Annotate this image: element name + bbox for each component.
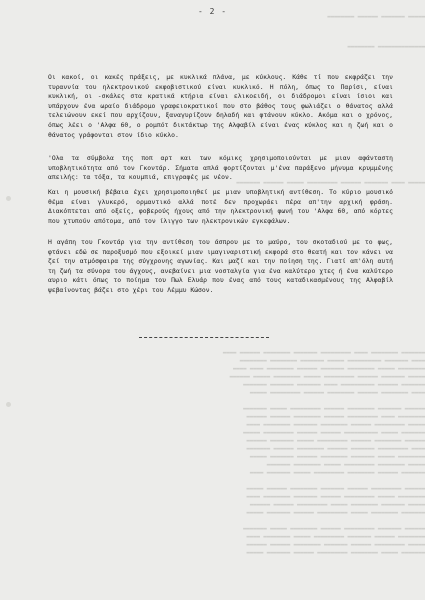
bleed-through-text: ▬▬▬▬▬▬▬▬ ▬▬▬▬ ▬▬▬▬▬▬▬▬▬ ▬▬▬▬▬▬ ▬▬▬▬▬▬▬▬ ▬▬▬▬▬▬ ▬▬▬▬▬▬ [246,414,425,420]
bleed-through-text: ▬▬▬▬▬▬▬ ▬▬▬▬▬ ▬▬▬▬▬▬▬▬▬▬ ▬▬▬▬▬▬ ▬▬▬▬▬▬ ▬▬▬▬▬▬▬▬▬ ▬▬▬▬▬ [243,430,425,436]
page-number: - 2 - [197,7,228,16]
bleed-through-text: ▬▬▬▬▬▬▬ ▬▬▬▬▬▬▬▬ ▬▬▬▬ ▬▬▬▬▬▬▬▬▬ ▬▬▬▬▬▬▬ ▬▬▬▬▬▬▬▬ ▬▬▬▬▬▬ ▬▬▬▬ [222,350,425,356]
bleed-through-text: ▬▬▬▬▬▬▬▬ ▬▬▬▬▬▬ ▬▬▬▬▬▬▬ ▬▬▬▬▬▬▬▬▬ ▬▬▬▬▬ ▬▬▬▬▬▬▬▬ ▬▬▬▬ [246,534,425,540]
bleed-through-text: ▬▬▬▬▬▬▬▬ ▬▬▬▬▬ ▬▬▬▬▬▬▬▬ ▬▬▬▬▬▬▬ ▬▬▬▬▬▬ ▬▬▬▬▬▬▬▬ ▬▬▬▬ ▬▬▬▬ [233,366,425,372]
punch-hole [6,402,11,407]
paragraph-2 [48,154,393,183]
bleed-through-text: ▬▬▬▬▬▬▬ ▬▬▬▬▬▬ ▬▬▬▬▬▬▬▬▬▬ ▬▬▬▬ ▬▬▬▬▬▬▬ ▬▬▬▬▬▬▬ ▬▬▬▬▬▬▬ [243,382,425,388]
paragraph-text: Οι κακοί, οι κακές πράξεις, με κυκλικά πλάνα, με κύκλους. Κάθε τί που εκφράζει την τυραννία του ηλεκτρονικού εκφοβιστικού είναι κυκλικό. Η πόλη, όπως το Παρίσι, είναι κυκλική, οι ‐σκάλες στα κρατικά κτήρια είναι ελικοειδή, οι διάδρομοι είναι ίσιοι και υπάρχουν ένα ωραίο διάδρομο γραφειοκρατικοί που στο βάθος τους φωλιάζει ο θάνατος αλλά τελειώνουν εκεί που αρχίζουν, ξαναγυρίζουν δηλαδή και φτάνουν κύκλο. Ακόμα και ο χρόνος, όπως λέει ο 'Αλφα 60, ο ρομπότ δικτάκτωρ της Αλφαβίλ είναι ένας κύκλος και η ζωή και ο θάνατος γράφονται στον ίδιο κύκλο. [48,73,393,139]
bleed-through-text: ▬▬▬▬ ▬▬▬▬▬▬▬ ▬▬▬▬▬▬▬▬▬▬ ▬▬▬▬▬ ▬▬▬▬▬▬▬ ▬▬▬▬▬▬▬▬ ▬▬▬▬▬▬▬▬ [239,358,425,364]
paragraph-text: 'Ολα τα σύμβολα της ποπ αρτ και των κόμικς χρησιμοποιούνται με μιαν αφάνταστη υποβλητικότητα από τον Γκοντάρ. Σήματα απλά φορτίζονται μ'ένα παράξενο μήνυμα κρυμμένης απειλής: τα τόξα, τα κουμπιά, επιγραφές με νέον. [48,154,393,182]
bleed-through-text: ▬▬▬▬▬▬▬▬ ▬▬▬▬▬ ▬▬▬▬▬▬▬▬▬ ▬▬▬▬▬▬ ▬▬▬▬▬▬▬ ▬▬▬▬▬▬▬▬ ▬▬▬▬ [246,494,425,500]
bleed-through-text: ▬▬▬▬▬▬▬▬▬▬▬▬▬▬ ▬▬▬▬▬▬▬▬ [347,44,425,50]
punch-hole [6,196,11,201]
bleed-through-text: ▬▬▬▬▬▬▬ ▬▬▬▬▬▬▬▬ ▬▬▬▬▬ ▬▬▬▬▬▬▬▬▬ ▬▬▬▬▬▬ ▬▬▬▬▬▬▬ ▬▬▬▬▬ [246,510,425,516]
paragraph-text: Και η μουσική βέβαια έχει χρησιμοποιηθεί με μιαν υποβλητική αντίθεση. Το κύριο μουσικό θέμα είναι γλυκερό, ορμαντικό αλλά ποτέ δεν προχωράει πέρα απ'την αρχική φράση. Διακόπτεται από οξείς, φοβερούς ήχους από την ηλεκτρονική φωνή του 'Αλφα 60, από κόρτες που χτυπούν απότομα, από τον ίλιγγο των ηλεκτρονικών εγκεφάλων. [48,188,393,225]
bleed-through-text: ▬▬▬▬▬ ▬▬▬▬▬▬▬ ▬▬▬▬▬▬▬▬ ▬▬▬▬▬ ▬▬▬▬▬▬▬▬▬ ▬▬▬▬▬▬ ▬▬▬▬▬▬ [249,502,425,508]
bleed-through-text: ▬▬▬▬▬ ▬▬▬▬▬▬▬▬ ▬▬▬▬▬▬▬▬▬ ▬▬▬▬▬ ▬▬▬▬▬▬▬▬ ▬▬▬▬▬▬▬ [266,462,425,468]
bleed-through-text: ▬▬▬▬▬ ▬▬▬▬▬▬▬▬▬ ▬▬▬▬▬▬ ▬▬▬▬▬▬▬ ▬▬▬▬▬▬▬▬ ▬▬▬▬▬▬ ▬▬▬▬▬▬ [246,542,425,548]
bleed-through-text: ▬▬▬▬▬ ▬▬▬▬ ▬▬▬▬▬▬▬ ▬▬▬▬▬▬ ▬▬▬▬▬▬▬▬▬ ▬▬▬▬▬ ▬▬▬▬▬▬ ▬▬▬▬▬▬▬ [236,180,425,186]
paragraph-1 [48,73,393,140]
bleed-through-text: ▬▬▬▬▬▬ ▬▬▬▬▬▬▬ ▬▬▬▬▬▬▬▬▬ ▬▬▬▬▬▬ ▬▬▬▬▬▬▬▬ ▬▬▬▬▬ ▬▬▬▬▬▬▬ [243,526,425,532]
bleed-through-text: ▬▬▬▬▬▬ ▬▬▬▬▬▬▬▬▬ ▬▬▬▬▬▬ ▬▬▬▬▬▬▬ ▬▬▬▬▬▬▬▬ ▬▬▬▬▬▬ ▬▬▬▬▬ [246,486,425,492]
paragraph-4 [48,238,393,296]
paragraph-3 [48,188,393,226]
bleed-through-text: ▬▬▬▬▬▬▬ ▬▬▬▬▬▬ ▬▬▬▬▬▬▬▬ ▬▬▬▬▬▬▬▬▬ ▬▬▬▬▬ ▬▬▬▬▬▬▬ ▬▬▬▬ [249,470,425,476]
bleed-through-text: ▬▬▬▬▬▬ ▬▬▬▬▬▬▬▬ ▬▬▬▬▬▬ ▬▬▬▬▬▬▬▬▬ ▬▬▬▬▬ ▬▬▬▬▬▬▬ ▬▬▬▬▬▬ [246,438,425,444]
bleed-through-text: ▬▬▬▬▬ ▬▬▬▬▬▬▬▬▬ ▬▬▬▬▬▬ ▬▬▬▬▬▬▬▬ ▬▬▬▬▬▬▬ ▬▬▬▬▬▬▬▬ ▬▬▬▬ [246,422,425,428]
paragraph-text: Η αγάπη του Γκοντάρ για την αντίθεση του άσπρου με το μαύρο, του σκοταδιού με το φως, φτάνει εδώ σε παροξυσμό που εξοικεί μιαν ιμαγιναριστική εκφορά στο θεατή και τον κάνει να ζεί την ατμόσφαιρα της σύγχρονης αγωνίας. Και μαζί και την ποίηση της. Γιατί απ'όλη αυτή τη ζωή τα σύνορα του άγχους, ανεβαίνει μια νοσταλγία για ένα καλύτερο χτες ή ένα καλύτερο αυριο κάτι όπως το ποίημα του Πωλ Ελυάρ που ένας από τους καταδικασμένους της Αλφαβίλ ψεβαίνοντας βάζει στο χέρι του Λέμμυ Κώσον. [48,238,393,294]
bleed-through-text: ▬▬▬▬▬▬ ▬▬▬▬▬▬▬ ▬▬▬▬▬▬▬▬ ▬▬▬▬▬▬ ▬▬▬▬▬▬▬▬▬ ▬▬▬▬▬ ▬▬▬▬▬▬▬ [243,406,425,412]
bleed-through-text: ▬▬▬▬ ▬▬▬▬▬▬▬▬ ▬▬▬▬▬▬ ▬▬▬▬▬▬▬▬ ▬▬▬▬▬▬ ▬▬▬▬▬▬▬▬▬ ▬▬▬▬▬ [249,390,425,396]
bleed-through-text: ▬▬▬▬ ▬▬▬▬▬▬▬▬▬ ▬▬▬▬▬▬▬ ▬▬▬▬▬▬ ▬▬▬▬▬▬▬▬ ▬▬▬▬▬▬ ▬▬▬▬▬▬▬ [246,446,425,452]
bleed-through-text: ▬▬▬▬▬▬▬▬ ▬▬▬▬▬ ▬▬▬▬▬▬▬ ▬▬▬▬▬▬▬▬ ▬▬▬▬▬▬ ▬▬▬▬▬▬▬ ▬▬▬▬▬ [249,454,425,460]
bleed-through-text: ▬▬▬▬▬ ▬▬▬▬▬▬▬ ▬▬▬▬▬▬ ▬▬▬▬▬▬▬▬ [327,14,425,20]
bleed-through-text: ▬▬▬▬▬ ▬▬▬▬▬▬▬ ▬▬▬▬▬▬ ▬▬▬▬▬▬▬▬▬ ▬▬▬▬▬ ▬▬▬▬▬▬▬▬ ▬▬▬▬▬ ▬▬▬▬▬▬ [229,374,425,380]
bleed-through-text: ▬▬▬▬▬▬▬ ▬▬▬▬▬ ▬▬▬▬▬▬▬▬ ▬▬▬▬▬▬▬▬▬ ▬▬▬▬▬▬ ▬▬▬▬▬▬▬ ▬▬▬▬▬ [246,550,425,556]
